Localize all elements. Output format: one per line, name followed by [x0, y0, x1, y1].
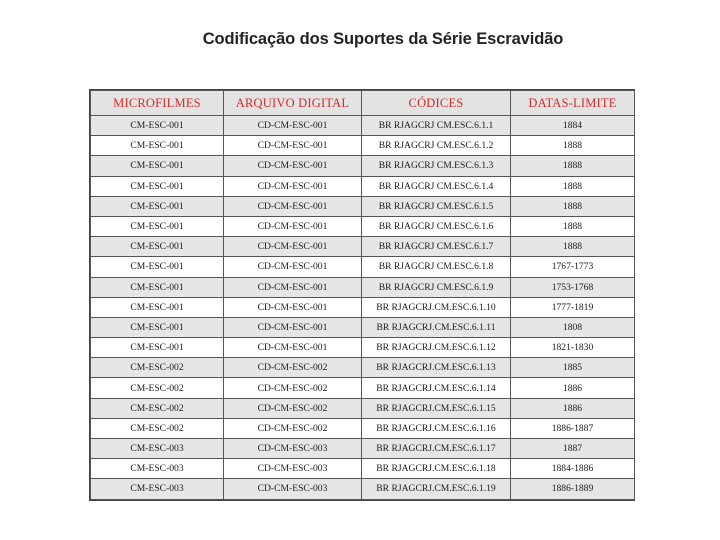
cell-microfilme: CM-ESC-002 — [91, 398, 224, 418]
cell-microfilme: CM-ESC-003 — [91, 439, 224, 459]
page-title: Codificação dos Suportes da Série Escravidão — [202, 30, 564, 48]
table-row — [91, 439, 635, 459]
cell-datas-limite: 1767-1773 — [511, 257, 635, 277]
cell-arquivo-digital: CD-CM-ESC-001 — [224, 317, 362, 337]
cell-codice: BR RJAGCRJ CM.ESC.6.1.5 — [362, 196, 511, 216]
cell-arquivo-digital: CD-CM-ESC-001 — [224, 196, 362, 216]
cell-datas-limite: 1885 — [511, 358, 635, 378]
cell-codice: BR RJAGCRJ.CM.ESC.6.1.12 — [362, 338, 511, 358]
table-row — [91, 479, 635, 499]
cell-codice: BR RJAGCRJ CM.ESC.6.1.6 — [362, 216, 511, 236]
cell-arquivo-digital: CD-CM-ESC-003 — [224, 459, 362, 479]
cell-microfilme: CM-ESC-001 — [91, 338, 224, 358]
cell-microfilme: CM-ESC-002 — [91, 358, 224, 378]
cell-codice: BR RJAGCRJ CM.ESC.6.1.2 — [362, 136, 511, 156]
cell-datas-limite: 1884 — [511, 116, 635, 136]
cell-microfilme: CM-ESC-002 — [91, 418, 224, 438]
cell-codice: BR RJAGCRJ CM.ESC.6.1.3 — [362, 156, 511, 176]
cell-arquivo-digital: CD-CM-ESC-001 — [224, 116, 362, 136]
cell-codice: BR RJAGCRJ CM.ESC.6.1.9 — [362, 277, 511, 297]
cell-arquivo-digital: CD-CM-ESC-001 — [224, 176, 362, 196]
cell-microfilme: CM-ESC-001 — [91, 297, 224, 317]
cell-datas-limite: 1888 — [511, 237, 635, 257]
cell-codice: BR RJAGCRJ.CM.ESC.6.1.19 — [362, 479, 511, 499]
cell-microfilme: CM-ESC-001 — [91, 277, 224, 297]
cell-microfilme: CM-ESC-001 — [91, 216, 224, 236]
cell-codice: BR RJAGCRJ.CM.ESC.6.1.11 — [362, 317, 511, 337]
cell-codice: BR RJAGCRJ CM.ESC.6.1.8 — [362, 257, 511, 277]
header-microfilmes: MICROFILMES — [91, 91, 224, 116]
cell-arquivo-digital: CD-CM-ESC-001 — [224, 216, 362, 236]
cell-arquivo-digital: CD-CM-ESC-002 — [224, 358, 362, 378]
header-codices: CÓDICES — [362, 91, 511, 116]
cell-codice: BR RJAGCRJ.CM.ESC.6.1.17 — [362, 439, 511, 459]
table-row — [91, 358, 635, 378]
cell-microfilme: CM-ESC-001 — [91, 237, 224, 257]
cell-arquivo-digital: CD-CM-ESC-001 — [224, 277, 362, 297]
cell-microfilme: CM-ESC-001 — [91, 136, 224, 156]
cell-datas-limite: 1887 — [511, 439, 635, 459]
cell-arquivo-digital: CD-CM-ESC-001 — [224, 156, 362, 176]
table-row — [91, 418, 635, 438]
cell-datas-limite: 1888 — [511, 216, 635, 236]
cell-arquivo-digital: CD-CM-ESC-001 — [224, 297, 362, 317]
cell-codice: BR RJAGCRJ.CM.ESC.6.1.14 — [362, 378, 511, 398]
cell-codice: BR RJAGCRJ CM.ESC.6.1.7 — [362, 237, 511, 257]
cell-microfilme: CM-ESC-001 — [91, 116, 224, 136]
table-row — [91, 136, 635, 156]
table-row — [91, 116, 635, 136]
cell-codice: BR RJAGCRJ.CM.ESC.6.1.13 — [362, 358, 511, 378]
cell-arquivo-digital: CD-CM-ESC-002 — [224, 398, 362, 418]
cell-arquivo-digital: CD-CM-ESC-003 — [224, 479, 362, 499]
cell-datas-limite: 1886-1889 — [511, 479, 635, 499]
cell-datas-limite: 1888 — [511, 136, 635, 156]
cell-arquivo-digital: CD-CM-ESC-001 — [224, 136, 362, 156]
cell-datas-limite: 1753-1768 — [511, 277, 635, 297]
table-row — [91, 216, 635, 236]
cell-datas-limite: 1888 — [511, 156, 635, 176]
cell-datas-limite: 1821-1830 — [511, 338, 635, 358]
table-row — [91, 398, 635, 418]
table-row — [91, 156, 635, 176]
table-row — [91, 459, 635, 479]
cell-arquivo-digital: CD-CM-ESC-002 — [224, 378, 362, 398]
cell-codice: BR RJAGCRJ.CM.ESC.6.1.18 — [362, 459, 511, 479]
cell-datas-limite: 1884-1886 — [511, 459, 635, 479]
table-row — [91, 176, 635, 196]
cell-datas-limite: 1886 — [511, 398, 635, 418]
cell-arquivo-digital: CD-CM-ESC-001 — [224, 338, 362, 358]
cell-codice: BR RJAGCRJ CM.ESC.6.1.1 — [362, 116, 511, 136]
codes-table — [90, 90, 635, 500]
table-row — [91, 257, 635, 277]
header-datas-limite: DATAS-LIMITE — [511, 91, 635, 116]
cell-microfilme: CM-ESC-003 — [91, 479, 224, 499]
cell-arquivo-digital: CD-CM-ESC-002 — [224, 418, 362, 438]
cell-codice: BR RJAGCRJ CM.ESC.6.1.4 — [362, 176, 511, 196]
cell-datas-limite: 1808 — [511, 317, 635, 337]
table-row — [91, 338, 635, 358]
cell-codice: BR RJAGCRJ.CM.ESC.6.1.15 — [362, 398, 511, 418]
cell-codice: BR RJAGCRJ.CM.ESC.6.1.16 — [362, 418, 511, 438]
table-row — [91, 317, 635, 337]
table-header-row — [91, 91, 635, 116]
table-row — [91, 277, 635, 297]
cell-microfilme: CM-ESC-001 — [91, 176, 224, 196]
cell-microfilme: CM-ESC-002 — [91, 378, 224, 398]
table-row — [91, 378, 635, 398]
cell-datas-limite: 1888 — [511, 176, 635, 196]
cell-microfilme: CM-ESC-001 — [91, 156, 224, 176]
cell-datas-limite: 1886-1887 — [511, 418, 635, 438]
cell-microfilme: CM-ESC-001 — [91, 257, 224, 277]
cell-microfilme: CM-ESC-001 — [91, 196, 224, 216]
cell-datas-limite: 1886 — [511, 378, 635, 398]
cell-arquivo-digital: CD-CM-ESC-003 — [224, 439, 362, 459]
cell-arquivo-digital: CD-CM-ESC-001 — [224, 237, 362, 257]
cell-arquivo-digital: CD-CM-ESC-001 — [224, 257, 362, 277]
cell-microfilme: CM-ESC-001 — [91, 317, 224, 337]
cell-datas-limite: 1888 — [511, 196, 635, 216]
cell-codice: BR RJAGCRJ.CM.ESC.6.1.10 — [362, 297, 511, 317]
table-row — [91, 196, 635, 216]
support-codes-table — [89, 89, 635, 501]
cell-datas-limite: 1777-1819 — [511, 297, 635, 317]
table-row — [91, 237, 635, 257]
cell-microfilme: CM-ESC-003 — [91, 459, 224, 479]
table-row — [91, 297, 635, 317]
header-arquivo-digital: ARQUIVO DIGITAL — [224, 91, 362, 116]
